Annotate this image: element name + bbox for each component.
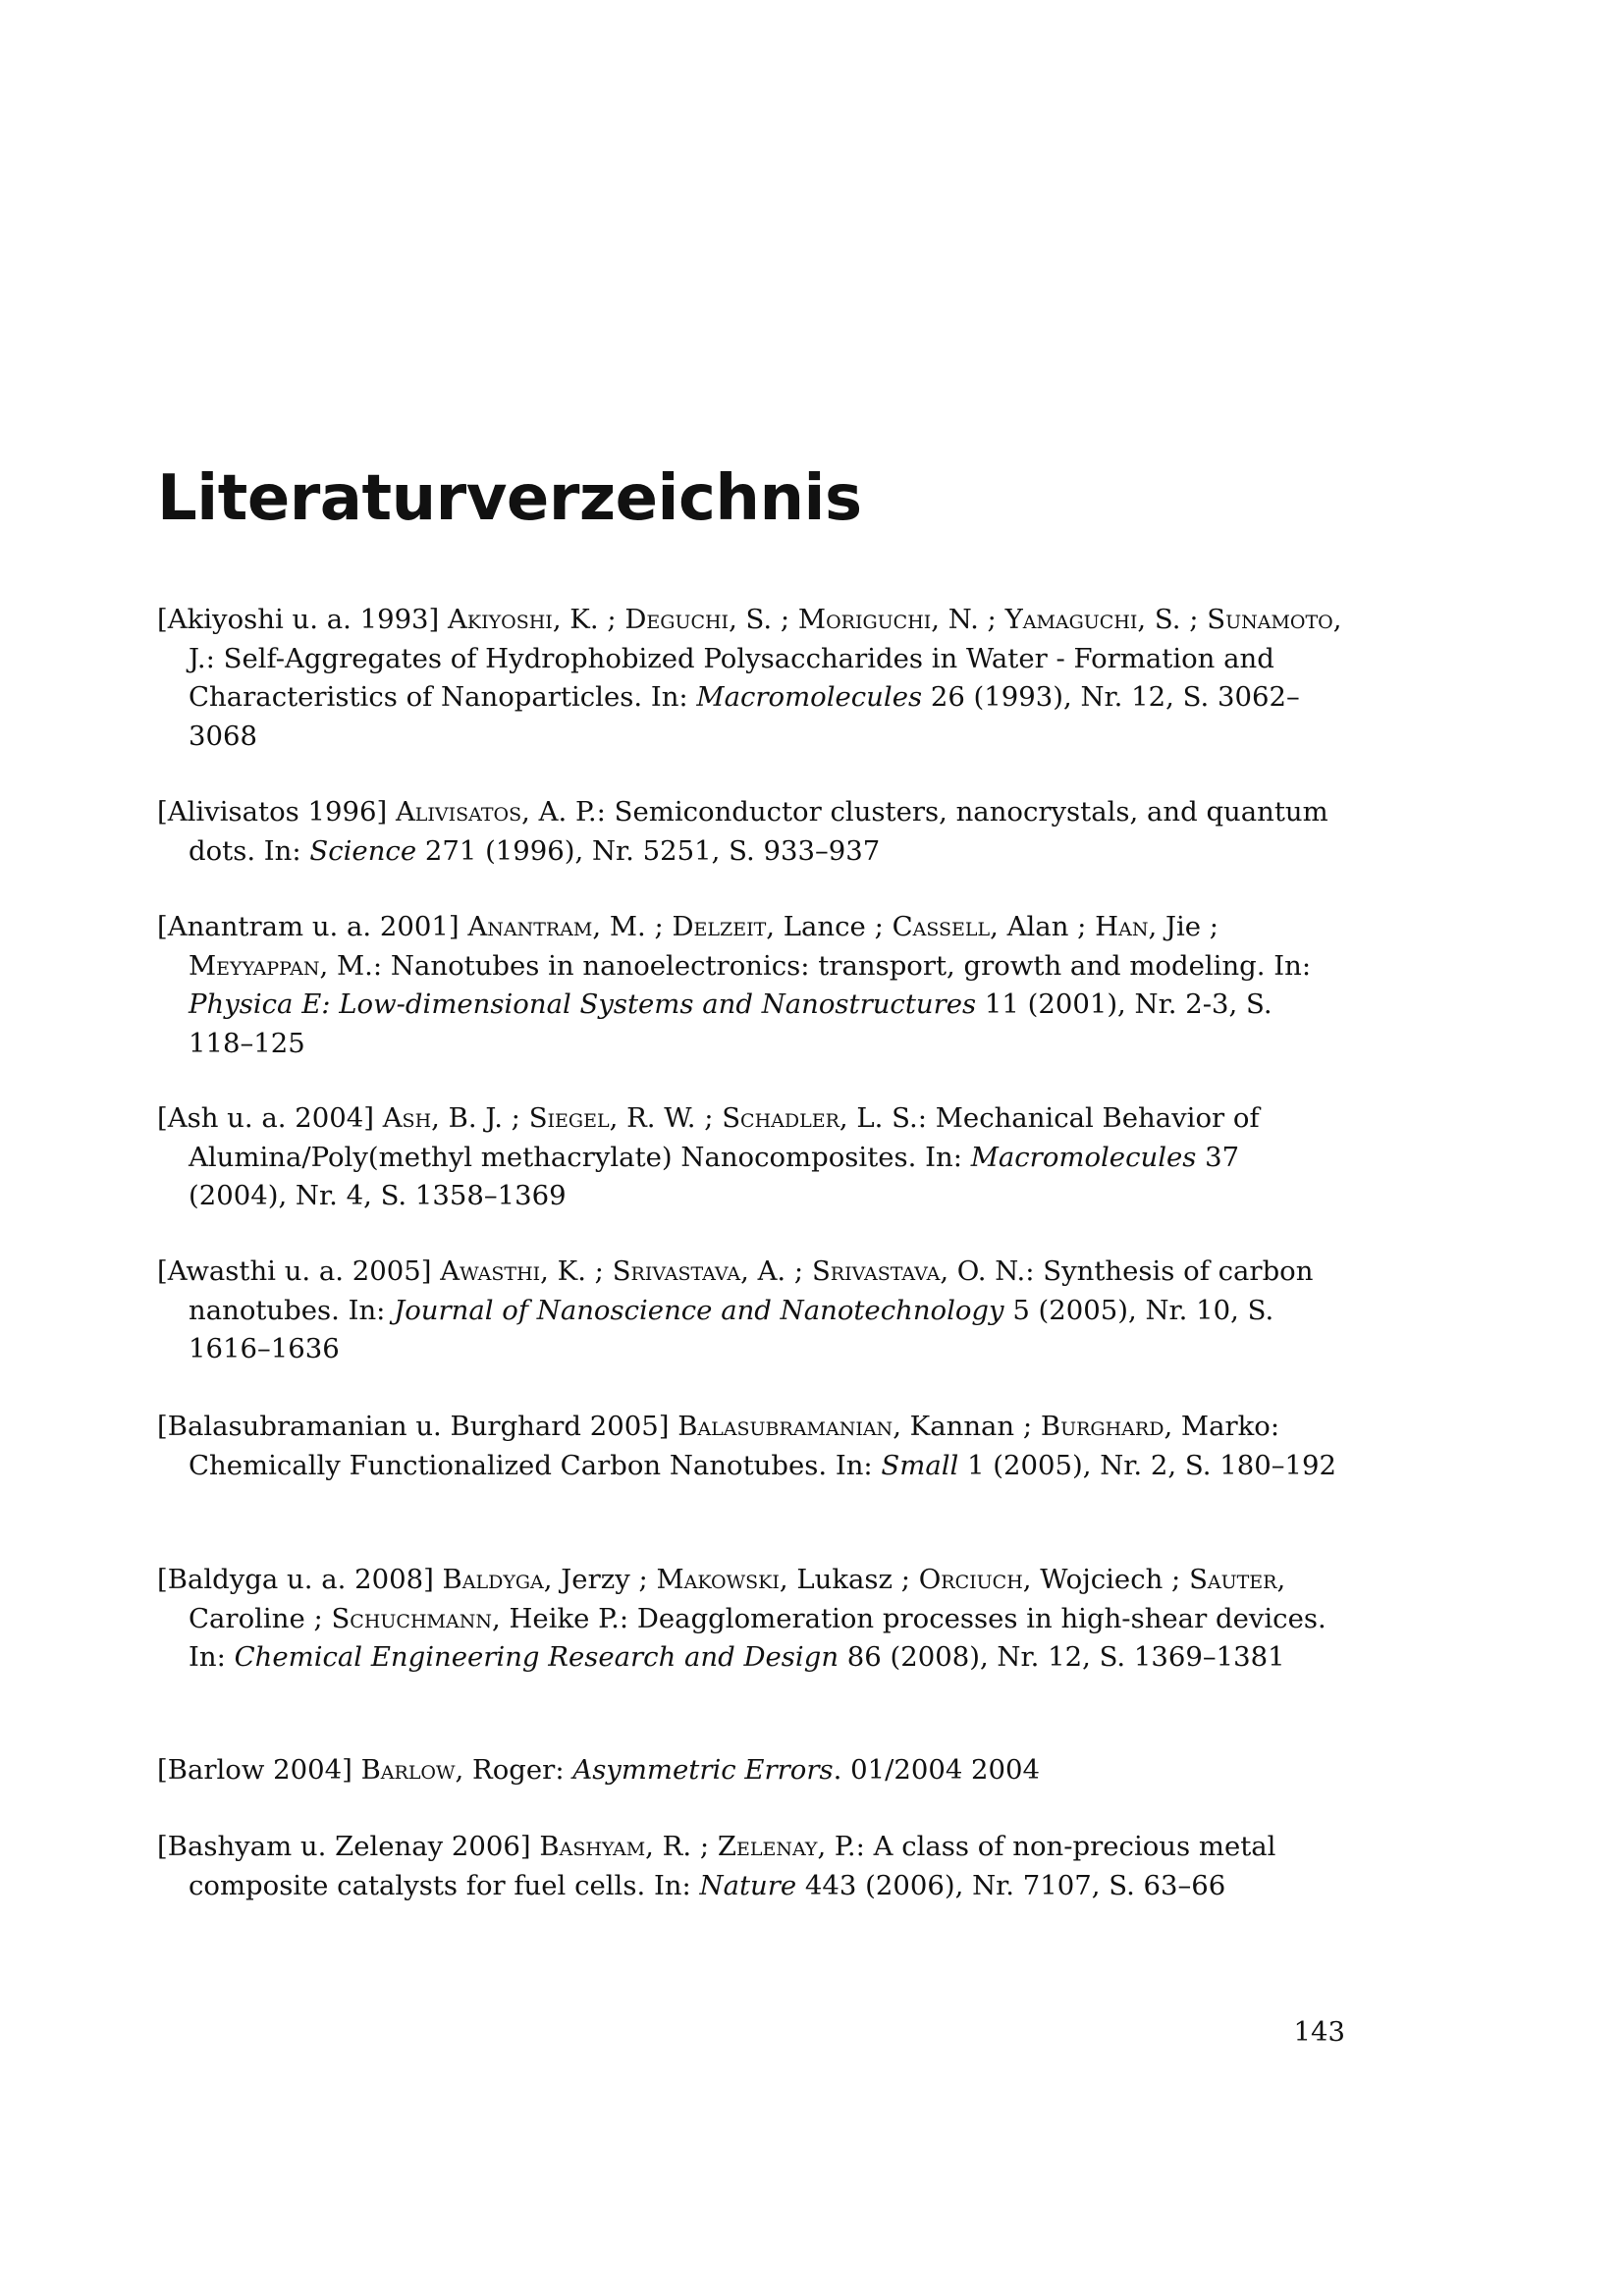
author-surname: Srivastava (811, 1255, 941, 1287)
bib-entry-barlow-2004 (157, 1751, 1345, 1790)
publication-title: Nature (699, 1869, 797, 1901)
citation-text: , K. ; (552, 604, 625, 635)
citation-text: , J.: Self-Aggregates of Hydrophobized Polysaccharides in Water - Formation and Characteristics of Nanoparticles. In: (189, 604, 1342, 713)
citation-key: [Ash u. a. 2004] (157, 1102, 383, 1134)
author-surname: Han (1095, 911, 1149, 942)
citation-key: [Barlow 2004] (157, 1754, 361, 1786)
author-surname: Anantram (467, 911, 593, 942)
citation-key: [Awasthi u. a. 2005] (157, 1255, 441, 1287)
citation-text: 271 (1996), Nr. 5251, S. 933–937 (416, 834, 881, 867)
citation-text: , S. ; (729, 604, 798, 635)
citation-text: 443 (2006), Nr. 7107, S. 63–66 (796, 1869, 1226, 1901)
publication-title: Journal of Nanoscience and Nanotechnology (394, 1294, 1004, 1326)
citation-text: , Wojciech ; (1022, 1564, 1190, 1595)
citation-text: , M. ; (592, 911, 673, 942)
publication-title: Small (881, 1449, 959, 1481)
citation-text: , Heike P.: Deagglomeration processes in high-shear devices. In: (189, 1602, 1326, 1673)
publication-title: Science (309, 834, 417, 867)
publication-title: Chemical Engineering Research and Design (234, 1641, 839, 1673)
author-surname: Delzeit (672, 911, 767, 942)
author-surname: Zelenay (717, 1831, 818, 1862)
citation-key: [Baldyga u. a. 2008] (157, 1564, 443, 1595)
author-surname: Alivisatos (395, 796, 522, 828)
author-surname: Meyyappan (189, 949, 320, 982)
bib-entry-baldyga-2008 (157, 1561, 1345, 1678)
citation-text: , L. S.: Mechanical Behavior of Alumina/Poly(methyl methacrylate) Nanocomposites. In: (189, 1102, 1260, 1173)
citation-key: [Balasubramanian u. Burghard 2005] (157, 1411, 678, 1442)
publication-title: Macromolecules (696, 681, 923, 713)
citation-text: , A. ; (740, 1255, 812, 1287)
author-surname: Burghard (1040, 1411, 1164, 1442)
citation-text: , Roger: (455, 1754, 573, 1786)
author-surname: Deguchi (624, 604, 730, 635)
publication-title: Asymmetric Errors (572, 1754, 834, 1786)
bib-entry-ash-2004 (157, 1099, 1345, 1216)
citation-text: , Lance ; (766, 911, 893, 942)
author-surname: Bashyam (539, 1831, 646, 1862)
author-surname: Sauter (1189, 1564, 1277, 1595)
citation-key: [Alivisatos 1996] (157, 796, 396, 828)
author-surname: Schuchmann (331, 1602, 492, 1634)
author-surname: Makowski (656, 1564, 780, 1595)
author-surname: Balasubramanian (677, 1411, 893, 1442)
citation-text: , O. N.: Synthesis of carbon nanotubes. In: (189, 1255, 1314, 1326)
citation-text: , Lukasz ; (779, 1564, 919, 1595)
bib-entry-anantram-2001 (157, 908, 1345, 1063)
citation-text: , Jerzy ; (543, 1564, 657, 1595)
citation-text: , A. P.: Semiconductor clusters, nanocrystals, and quantum dots. In: (189, 796, 1328, 867)
bib-entry-bashyam-2006 (157, 1828, 1345, 1905)
author-surname: Akiyoshi (448, 604, 553, 635)
citation-text: 37 (2004), Nr. 4, S. 1358–1369 (189, 1141, 1240, 1211)
author-surname: Cassell (892, 911, 991, 942)
bib-entry-awasthi-2005 (157, 1253, 1345, 1369)
page-number: 143 (1293, 2016, 1345, 2048)
citation-text: , Alan ; (990, 911, 1096, 942)
citation-text: , Jie ; (1148, 911, 1219, 942)
chapter-title: Literaturverzeichnis (157, 462, 862, 535)
author-surname: Awasthi (440, 1255, 541, 1287)
author-surname: Siegel (528, 1102, 610, 1134)
author-surname: Sunamoto (1207, 604, 1333, 635)
citation-text: 1 (2005), Nr. 2, S. 180–192 (958, 1449, 1336, 1481)
publication-title: Physica E: Low-dimensional Systems and Nanostructures (189, 988, 977, 1020)
citation-key: [Bashyam u. Zelenay 2006] (157, 1831, 540, 1862)
author-surname: Moriguchi (797, 604, 932, 635)
citation-text: , K. ; (540, 1255, 613, 1287)
bib-entry-balasubramanian-2005 (157, 1408, 1345, 1485)
citation-text: , Kannan ; (893, 1411, 1041, 1442)
author-surname: Srivastava (612, 1255, 741, 1287)
citation-text: , S. ; (1137, 604, 1208, 635)
bib-entry-alivisatos-1996 (157, 793, 1345, 871)
author-surname: Yamaguchi (1004, 604, 1138, 635)
publication-title: Macromolecules (970, 1141, 1197, 1173)
author-surname: Schadler (722, 1102, 839, 1134)
author-surname: Baldyga (442, 1564, 544, 1595)
citation-text: 5 (2005), Nr. 10, S. 1616–1636 (189, 1294, 1274, 1364)
citation-text: . 01/2004 2004 (833, 1754, 1041, 1786)
citation-text: 11 (2001), Nr. 2-3, S. 118–125 (189, 988, 1272, 1059)
citation-text: , Marko: Chemically Functionalized Carbon Nanotubes. In: (189, 1411, 1280, 1481)
citation-text: , B. J. ; (431, 1102, 529, 1134)
citation-text: , R. W. ; (609, 1102, 723, 1134)
citation-text: , M.: Nanotubes in nanoelectronics: transport, growth and modeling. In: (319, 949, 1312, 982)
citation-text: 26 (1993), Nr. 12, S. 3062–3068 (189, 681, 1300, 752)
citation-text: , Caroline ; (189, 1564, 1286, 1634)
author-surname: Ash (382, 1102, 432, 1134)
citation-key: [Anantram u. a. 2001] (157, 911, 468, 942)
author-surname: Barlow (360, 1754, 456, 1786)
citation-text: , P.: A class of non-precious metal composite catalysts for fuel cells. In: (189, 1831, 1276, 1901)
citation-text: 86 (2008), Nr. 12, S. 1369–1381 (839, 1641, 1285, 1673)
citation-text: , R. ; (645, 1831, 718, 1862)
citation-text: , N. ; (931, 604, 1005, 635)
citation-key: [Akiyoshi u. a. 1993] (157, 604, 449, 635)
author-surname: Orciuch (918, 1564, 1023, 1595)
bib-entry-akiyoshi-1993 (157, 601, 1345, 756)
